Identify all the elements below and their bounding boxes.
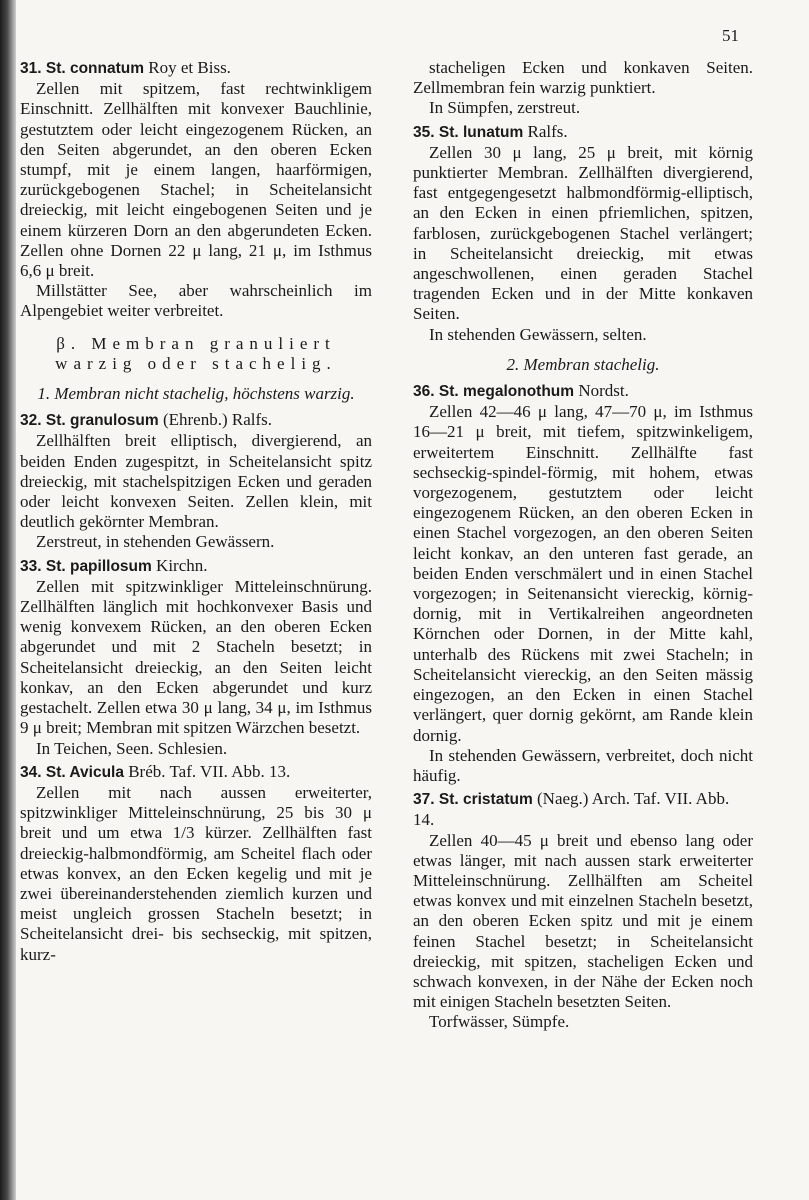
page-edge-shadow [0,0,16,1200]
species-author: (Naeg.) Arch. Taf. VII. Abb. 14. [413,789,730,830]
species-name: St. granulosum [45,412,159,430]
species-author: Nordst. [574,381,629,401]
left-column [20,58,372,968]
species-number: 34. [20,763,46,781]
species-habitat: In stehenden Gewässern, selten. [429,324,647,344]
species-entry [413,122,753,345]
species-habitat: In Sümpfen, zerstreut. [429,98,581,118]
species-heading [413,789,753,830]
species-number: 33. [20,557,46,575]
section-heading: β. Membran granuliert warzig oder stachelig. [55,333,337,373]
species-description: stacheligen Ecken und konkaven Seiten. Zellmembran fein warzig punktiert. [413,58,753,98]
species-heading [20,762,372,783]
species-name: St. megalonothum [438,383,575,401]
species-description: Zellen 42—46 μ lang, 47—70 μ, im Isthmus 16—21 μ breit, mit tiefem, spitzwinkeligem, erweitertem Einschnitt. Zellhälfte fast sechseckig-spindel-förmig, mit hohem, etwas vorgezogenem, gestutztem oder leicht eingezogenem Rücken, an den oberen Ecken in einen Stachel vorgezogen, an den oberen Seiten leicht konkav, an den unteren fast gerade, an beiden Enden verschmälert und in einen Stachel vorgezogen; in Seitenansicht viereckig, körnig-dornig, mit in Vertikalreihen angeordneten Körnchen oder Dornen, in der Mitte kahl, unterhalb des Rückens mit zwei Stacheln; in Scheitelansicht viereckig, an den Seiten mässig eingezogen, an den Ecken in einen Stachel verlängert, quer dornig gekörnt, am Rande klein dornig. [413,402,753,745]
species-author: (Ehrenb.) Ralfs. [158,410,272,430]
subsection-heading: 2. Membran stachelig. [506,354,660,374]
species-number: 35. [413,123,439,141]
species-name: St. cristatum [438,791,533,809]
species-entry [20,556,372,759]
species-heading [20,556,372,577]
species-heading [413,381,753,402]
species-name: St. Avicula [45,763,124,781]
species-number: 37. [413,791,439,809]
species-author: Roy et Biss. [144,58,231,77]
species-habitat: Millstätter See, aber wahrscheinlich im Alpengebiet weiter verbreitet. [20,281,372,321]
species-author: Bréb. Taf. VII. Abb. 13. [123,761,291,781]
species-entry [20,410,372,552]
species-author: Kirchn. [151,555,208,575]
species-habitat: In Teichen, Seen. Schlesien. [36,738,228,758]
species-description: Zellen 30 μ lang, 25 μ breit, mit körnig punktierter Membran. Zellhälften divergierend, fast entgegengesetzt halbmondförmig-elliptisch, an den Ecken in einen pfriemlichen, spitzen, farblosen, zurückgebogenen Stachel verlängert; in Scheitelansicht dreieckig, mit etwas angeschwollenen, einen geraden Stachel tragenden Ecken und in der Mitte konkaven Seiten. [413,142,753,324]
species-heading [413,122,753,143]
species-name: St. papillosum [45,557,152,575]
species-name: St. connatum [45,60,145,77]
species-entry [413,58,753,119]
species-description: Zellen mit spitzem, fast rechtwinkligem Einschnitt. Zellhälften mit konvexer Bauchlinie, gestutztem oder leicht eingezogenem Rücken, an den Seiten abgerundet, an den oberen Ecken stumpf, mit je einem langen, haarförmigen, zurückgebogenen Stachel; in Scheitelansicht dreieckig, mit leicht eingebogenen Seiten und je einem kürzeren Dorn an den abgerundeten Ecken. Zellen ohne Dornen 22 μ lang, 21 μ, im Isthmus 6,6 μ breit. [20,79,372,281]
page-number: 51 [722,26,739,45]
species-habitat: Torfwässer, Sümpfe. [429,1012,570,1032]
species-description: Zellhälften breit elliptisch, divergierend, an beiden Enden zugespitzt, in Scheitelansicht spitz dreieckig, mit stachelspitzigen Ecken und geraden oder leicht konvexen Seiten. Zellen klein, mit deutlich gekörnter Membran. [20,431,372,532]
species-description: Zellen 40—45 μ breit und ebenso lang oder etwas länger, mit nach aussen stark erweiterter Mitteleinschnürung. Zellhälften am Scheitel etwas konvex und mit einzelnen Stacheln besetzt, an den oberen Ecken spitz und mit je einem feinen Stachel besetzt; in Scheitelansicht dreieckig, mit spitzen, stacheligen Ecken und schwach konvexen, in der Nähe der Ecken noch mit einigen Stacheln besetzten Seiten. [413,830,753,1012]
species-number: 36. [413,383,439,401]
species-entry [413,381,753,786]
species-heading [20,58,372,79]
species-author: Ralfs. [523,121,568,141]
species-description: Zellen mit nach aussen erweiterter, spitzwinkliger Mitteleinschnürung, 25 bis 30 μ breit und um etwa 1/3 kürzer. Zellhälften fast dreieckig-halbmondförmig, am Scheitel flach oder etwas konvex, an den Ecken kegelig und mit je zwei übereinanderstehenden ziemlich kurzen und meist ungleich grossen Stacheln besetzt; in Scheitelansicht drei- bis sechseckig, mit spitzen, kurz- [20,782,372,964]
species-entry [20,762,372,965]
right-column [413,58,753,1036]
species-number: 32. [20,412,46,430]
species-entry [413,789,753,1032]
subsection-heading: 1. Membran nicht stachelig, höchstens warzig. [37,384,355,404]
species-habitat: In stehenden Gewässern, verbreitet, doch nicht häufig. [413,745,753,785]
species-heading [20,410,372,431]
species-entry [20,58,372,322]
species-name: St. lunatum [438,123,524,141]
species-habitat: Zerstreut, in stehenden Gewässern. [36,532,275,552]
species-description: Zellen mit spitzwinkliger Mitteleinschnürung. Zellhälften länglich mit hochkonvexer Basis und wenig konvexem Rücken, an den oberen Ecken abgerundet und mit 2 Stacheln besetzt; in Scheitelansicht dreieckig, an den Seiten leicht konkav, an den Ecken abgerundet und kurz gestachelt. Zellen etwa 30 μ lang, 34 μ, im Isthmus 9 μ breit; Membran mit spitzen Wärzchen besetzt. [20,576,372,738]
species-number: 31. [20,60,46,77]
